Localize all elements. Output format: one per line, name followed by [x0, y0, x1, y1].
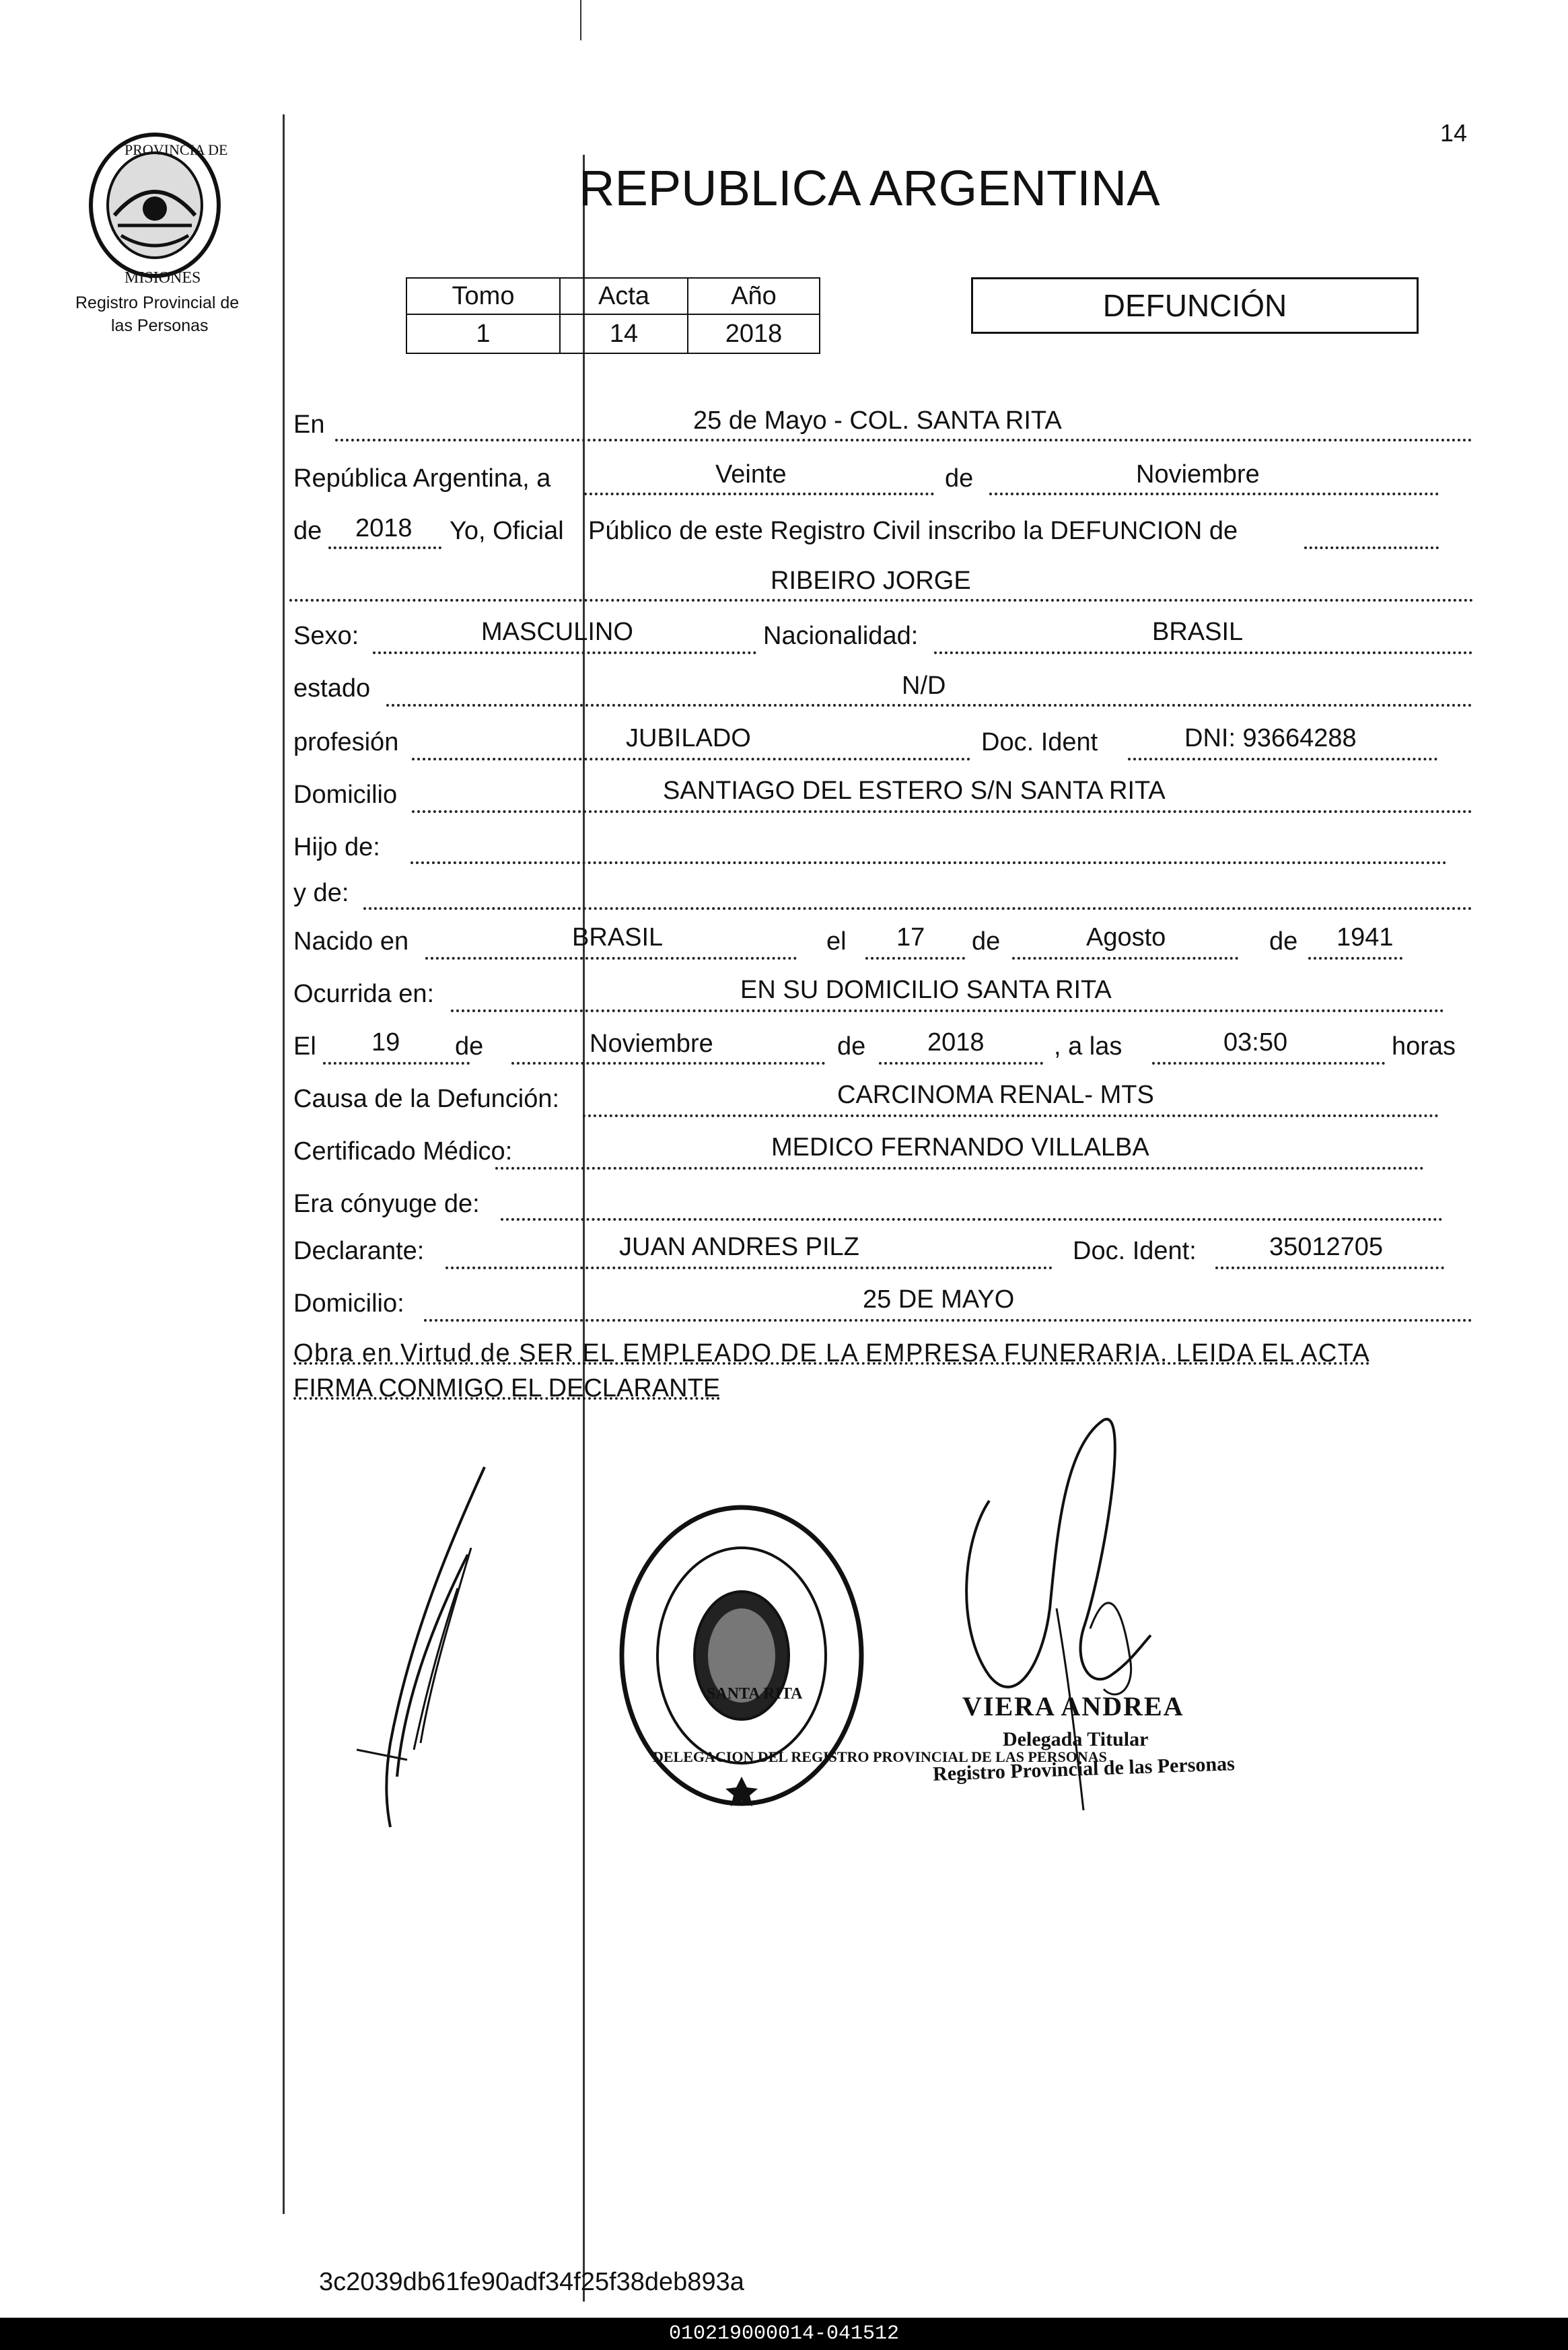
- label-a-las: , a las: [1054, 1032, 1122, 1061]
- document-hash: 3c2039db61fe90adf34f25f38deb893a: [319, 2268, 744, 2296]
- line-birth-place: [425, 957, 797, 960]
- label-de-3: de: [972, 927, 1001, 956]
- label-de-2: de: [293, 517, 322, 545]
- line-profession: [412, 758, 970, 760]
- label-nacido-en: Nacido en: [293, 927, 409, 956]
- seal-text-top: PROVINCIA DE: [124, 141, 228, 158]
- label-yo-oficial: Yo, Oficial: [450, 517, 564, 545]
- line-year: [328, 546, 441, 549]
- table-value-ano: 2018: [687, 314, 820, 354]
- registry-name-line1: Registro Provincial de: [75, 293, 240, 312]
- label-causa: Causa de la Defunción:: [293, 1085, 560, 1113]
- label-certificado: Certificado Médico:: [293, 1137, 513, 1166]
- scan-fold-line: [583, 155, 585, 2302]
- line-month: [989, 493, 1439, 495]
- stamp-center-text: SANTA RITA: [707, 1685, 803, 1703]
- value-profession: JUBILADO: [626, 724, 751, 752]
- value-birth-place: BRASIL: [572, 923, 664, 952]
- label-republica: República Argentina, a: [293, 464, 551, 493]
- label-el-cap: El: [293, 1032, 316, 1061]
- value-birth-month: Agosto: [1086, 923, 1166, 952]
- table-value-tomo: 1: [406, 314, 561, 354]
- line-estado: [386, 704, 1472, 707]
- value-year: 2018: [355, 514, 413, 542]
- value-birth-day: 17: [896, 923, 925, 952]
- line-death-time: [1152, 1062, 1385, 1065]
- line-death-year: [879, 1062, 1043, 1065]
- act-type-box: DEFUNCIÓN: [971, 277, 1419, 334]
- label-de-6: de: [837, 1032, 866, 1061]
- line-cause: [583, 1114, 1439, 1117]
- value-place: 25 de Mayo - COL. SANTA RITA: [693, 406, 1062, 435]
- label-de-5: de: [455, 1032, 484, 1061]
- line-birth-year: [1308, 957, 1402, 960]
- line-birth-month: [1012, 957, 1238, 960]
- value-deceased-name: RIBEIRO JORGE: [771, 567, 971, 595]
- declarant-signature: [350, 1460, 505, 1837]
- scan-top-mark: [580, 0, 581, 40]
- label-profesion: profesión: [293, 728, 399, 756]
- footer-code-bar: [0, 2318, 1568, 2350]
- label-hijo-de: Hijo de:: [293, 833, 380, 861]
- registry-name-line2: las Personas: [111, 316, 209, 335]
- line-father: [411, 861, 1447, 864]
- value-death-time: 03:50: [1223, 1028, 1288, 1057]
- value-occurred-in: EN SU DOMICILIO SANTA RITA: [740, 976, 1112, 1004]
- value-death-year: 2018: [927, 1028, 985, 1057]
- line-deceased: [289, 599, 1474, 602]
- line-certificate: [495, 1167, 1424, 1170]
- label-domicilio-2: Domicilio:: [293, 1289, 404, 1318]
- line-sex: [373, 651, 756, 654]
- value-civil-state: N/D: [902, 672, 946, 700]
- label-declarante: Declarante:: [293, 1237, 425, 1265]
- seal-text-bottom: MISIONES: [124, 269, 201, 287]
- label-y-de: y de:: [293, 879, 349, 907]
- label-el: el: [826, 927, 847, 956]
- line-declarant-doc: [1215, 1267, 1444, 1269]
- label-doc-ident-2: Doc. Ident:: [1073, 1237, 1197, 1265]
- label-publico: Público de este Registro Civil inscribo la DEFUNCION de: [588, 517, 1238, 545]
- label-de-4: de: [1269, 927, 1298, 956]
- label-domicilio: Domicilio: [293, 781, 398, 809]
- footer-code: 010219000014-041512: [668, 2322, 900, 2345]
- value-death-month: Noviembre: [590, 1030, 713, 1058]
- label-de-1: de: [945, 464, 974, 493]
- value-declarant: JUAN ANDRES PILZ: [619, 1233, 859, 1261]
- officer-office: Registro Provincial de las Personas: [932, 1752, 1236, 1785]
- table-header-tomo: Tomo: [406, 277, 561, 315]
- label-horas: horas: [1392, 1032, 1456, 1061]
- value-obra-line1: Obra en Virtud de SER EL EMPLEADO DE LA EMPRESA FUNERARIA. LEIDA EL ACTA: [293, 1339, 1371, 1367]
- label-nacionalidad: Nacionalidad:: [763, 622, 919, 650]
- value-certificate: MEDICO FERNANDO VILLALBA: [771, 1133, 1149, 1162]
- label-estado: estado: [293, 674, 371, 703]
- table-value-acta: 14: [559, 314, 688, 354]
- label-ocurrida-en: Ocurrida en:: [293, 980, 435, 1008]
- line-doc: [1128, 758, 1437, 760]
- value-obra-line2: FIRMA CONMIGO EL DECLARANTE: [293, 1374, 721, 1402]
- label-doc-ident: Doc. Ident: [981, 728, 1098, 756]
- line-day: [584, 493, 934, 495]
- officer-title: Delegada Titular: [1003, 1728, 1149, 1750]
- value-doc: DNI: 93664288: [1184, 724, 1357, 752]
- value-nationality: BRASIL: [1152, 618, 1244, 646]
- line-death-day: [323, 1062, 470, 1065]
- line-declarant-address: [424, 1319, 1472, 1322]
- label-conyuge: Era cónyuge de:: [293, 1190, 480, 1218]
- table-header-acta: Acta: [559, 277, 688, 315]
- page-number: 14: [1440, 119, 1468, 147]
- value-day-words: Veinte: [715, 460, 787, 489]
- value-declarant-doc: 35012705: [1269, 1233, 1384, 1261]
- value-death-day: 19: [371, 1028, 400, 1057]
- officer-name: VIERA ANDREA: [962, 1691, 1184, 1721]
- value-birth-year: 1941: [1337, 923, 1394, 952]
- label-sexo: Sexo:: [293, 622, 359, 650]
- line-place: [335, 439, 1472, 441]
- value-cause: CARCINOMA RENAL- MTS: [837, 1081, 1154, 1109]
- line-declarant: [446, 1267, 1053, 1269]
- value-month: Noviembre: [1136, 460, 1260, 489]
- country-title: REPUBLICA ARGENTINA: [579, 160, 1160, 216]
- line-occurred: [451, 1009, 1444, 1012]
- left-margin-line: [283, 114, 285, 2214]
- line-spouse: [501, 1218, 1443, 1221]
- label-en: En: [293, 411, 325, 439]
- table-header-ano: Año: [687, 277, 820, 315]
- line-address: [412, 810, 1472, 813]
- value-declarant-address: 25 DE MAYO: [863, 1285, 1015, 1314]
- line-nationality: [934, 651, 1472, 654]
- line-after-de: [1304, 546, 1439, 549]
- line-birth-day: [865, 957, 965, 960]
- value-sex: MASCULINO: [481, 618, 633, 646]
- stamp-ring-text: DELEGACION DEL REGISTRO PROVINCIAL DE LAS PERSONAS: [653, 1748, 1107, 1765]
- value-address: SANTIAGO DEL ESTERO S/N SANTA RITA: [663, 777, 1166, 805]
- line-mother: [363, 907, 1472, 910]
- line-death-month: [511, 1062, 825, 1065]
